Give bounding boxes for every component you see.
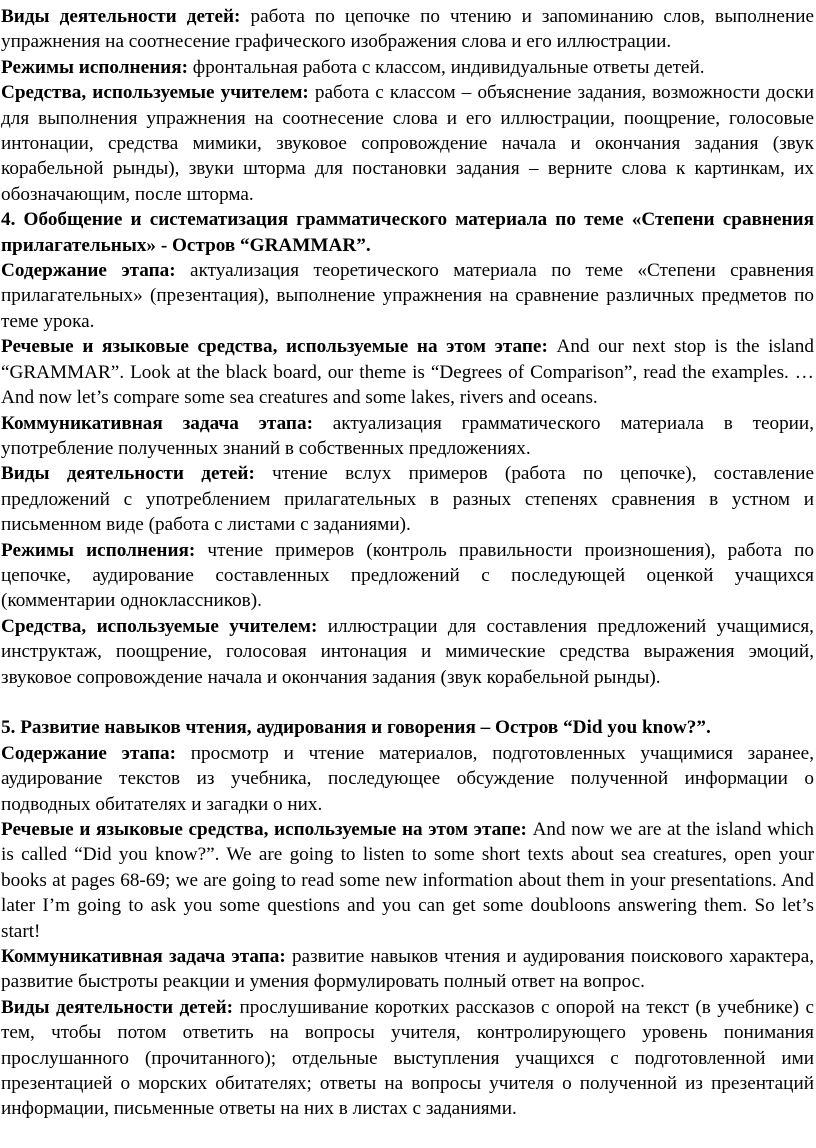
paragraph-label: Средства, используемые учителем:	[1, 82, 309, 104]
paragraph-stage-content-5	[1, 741, 814, 817]
section-heading-5: 5. Развитие навыков чтения, аудирования и говорения – Остров “Did you know?”.	[1, 717, 711, 739]
paragraph-text: развитие навыков чтения и аудирования поискового характера, развитие быстроты реакции и умения формулировать полный ответ на вопрос.	[1, 946, 815, 993]
paragraph-label: Средства, используемые учителем:	[1, 615, 318, 637]
paragraph-label: Режимы исполнения:	[1, 539, 196, 561]
paragraph-stage-content-4	[1, 258, 814, 334]
paragraph-label: Содержание этапа:	[1, 742, 176, 764]
paragraph-activities-4	[1, 461, 814, 537]
paragraph-text: актуализация грамматического материала в теории, употребление полученных знаний в собственных предложениях.	[1, 412, 814, 459]
paragraph-label: Виды деятельности детей:	[1, 996, 234, 1018]
paragraph-text: просмотр и чтение материалов, подготовленных учащимися заранее, аудирование текстов из учебника, последующее обсуждение полученной информации о подводных обитателях и загадки о них.	[1, 742, 814, 815]
paragraph-label: Речевые и языковые средства, используемые на этом этапе:	[1, 818, 527, 840]
paragraph-label: Коммуникативная задача этапа:	[1, 946, 286, 968]
paragraph-label: Виды деятельности детей:	[1, 6, 241, 27]
paragraph-teacher-means-1	[1, 80, 814, 207]
paragraph-comm-task-5	[1, 944, 814, 995]
paragraph-activities-1	[1, 4, 814, 55]
paragraph-text: работа по цепочке по чтению и запоминанию слов, выполнение упражнения на соотнесение графического изображения слова и его иллюстрации.	[1, 6, 814, 53]
paragraph-text: And our next stop is the island “GRAMMAR”. Look at the black board, our theme is “Degrees of Comparison”, read the examples. … And now let’s compare some sea creatures and some lakes, rivers and oceans.	[1, 336, 814, 409]
blank-line	[1, 690, 814, 715]
paragraph-label: Режимы исполнения:	[1, 56, 188, 78]
paragraph-text: чтение вслух примеров (работа по цепочке), составление предложений с употреблением прилагательных в разных степенях сравнения в устном и письменном виде (работа с листами с заданиями).	[1, 463, 814, 536]
paragraph-label: Коммуникативная задача этапа:	[1, 412, 313, 434]
paragraph-teacher-means-4	[1, 614, 814, 690]
paragraph-modes-4	[1, 538, 814, 614]
paragraph-comm-task-4	[1, 411, 814, 462]
paragraph-text: иллюстрации для составления предложений учащимися, инструктаж, поощрение, голосовая интонация и мимические средства выражения эмоций, звуковое сопровождение начала и окончания задания (звук корабельной рынды).	[1, 615, 814, 688]
paragraph-text: And now we are at the island which is called “Did you know?”. We are going to listen to some short texts about sea creatures, open your books at pages 68-69; we are going to read some new information about them in your presentations. And later I’m going to ask you some questions and you can get some doubloons answering them. So let’s start!	[1, 818, 814, 942]
paragraph-label: Содержание этапа:	[1, 260, 176, 282]
paragraph-text: фронтальная работа с классом, индивидуальные ответы детей.	[187, 56, 705, 78]
paragraph-speech-means-5	[1, 817, 814, 944]
section-heading-4: 4. Обобщение и систематизация грамматического материала по теме «Степени сравнения прилагательных» - Остров “GRAMMAR”.	[1, 209, 814, 256]
paragraph-text: чтение примеров (контроль правильности произношения), работа по цепочке, аудирование составленных предложений с последующей оценкой учащихся (комментарии одноклассников).	[1, 539, 814, 612]
paragraph-label: Виды деятельности детей:	[1, 463, 255, 485]
paragraph-text: прослушивание коротких рассказов с опорой на текст (в учебнике) с тем, чтобы потом ответить на вопросы учителя, контролирующего уровень понимания прослушанного (прочитанного); отдельные выступления учащихся с подготовленной ими презентацией о морских обитателях; ответы на вопросы учителя о полученной из презентаций информации, письменные ответы на них в листах с заданиями.	[1, 996, 814, 1120]
paragraph-activities-5	[1, 995, 814, 1122]
paragraph-text: работа с классом – объяснение задания, возможности доски для выполнения упражнения на соотнесение слова и его иллюстрации, поощрение, голосовые интонации, средства мимики, звуковое сопровождение начала и окончания задания (звук корабельной рынды), звуки шторма для постановки задания – верните слова к картинкам, их обозначающим, после шторма.	[1, 82, 814, 205]
paragraph-text: актуализация теоретического материала по теме «Степени сравнения прилагательных» (презентация), выполнение упражнения на сравнение различных предметов по теме урока.	[1, 260, 814, 332]
paragraph-label: Речевые и языковые средства, используемые на этом этапе:	[1, 336, 548, 358]
paragraph-speech-means-4	[1, 334, 814, 410]
paragraph-modes-1	[1, 55, 814, 80]
